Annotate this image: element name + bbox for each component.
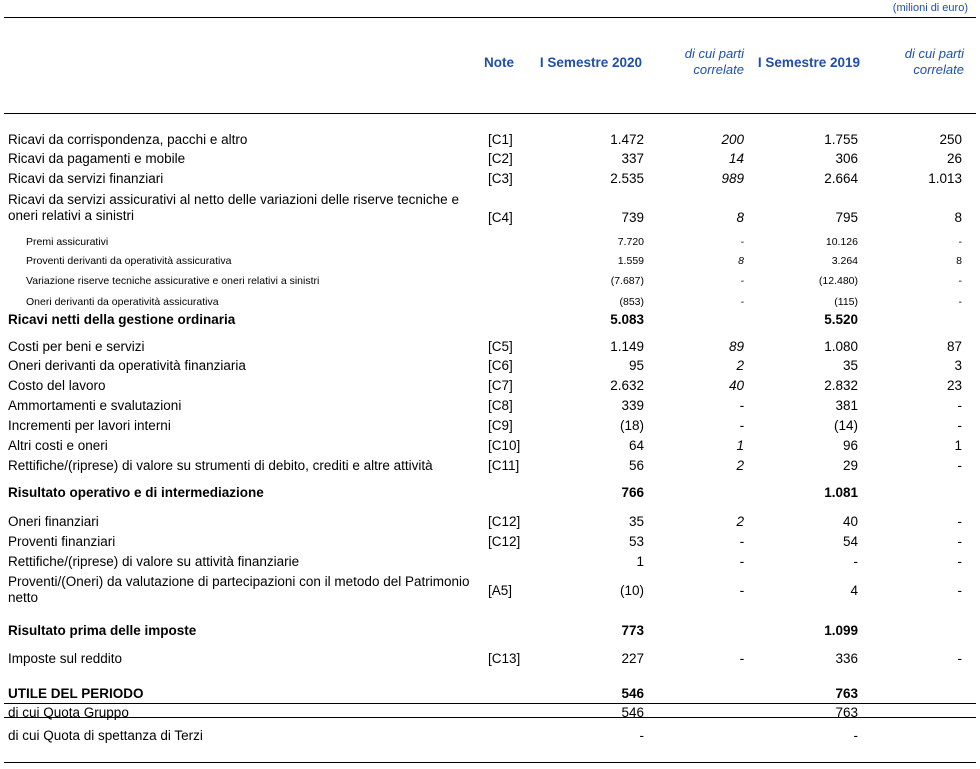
- note-header: Note: [484, 55, 514, 70]
- row-note: [C9]: [488, 418, 513, 433]
- value-2020: 1.149: [610, 339, 644, 354]
- related-2020: 8: [738, 255, 744, 267]
- related-2019: 1.013: [928, 171, 962, 186]
- row-label: Ammortamenti e svalutazioni: [8, 398, 182, 413]
- value-2019: (115): [834, 296, 858, 308]
- related-2019: -: [958, 296, 962, 308]
- value-2019: 54: [842, 534, 858, 549]
- related-2019: 8: [956, 255, 962, 267]
- row-label: Oneri derivanti da operatività assicurativa: [26, 296, 219, 308]
- related-2019: -: [958, 275, 962, 287]
- row-label: Proventi derivanti da operatività assicurativa: [26, 255, 232, 267]
- row-label: Rettifiche/(riprese) di valore su strumenti di debito, crediti e altre attività: [8, 458, 433, 473]
- value-2019: 2.832: [824, 378, 858, 393]
- unit-label: (milioni di euro): [892, 2, 968, 14]
- header-rule: [4, 113, 976, 114]
- value-2020: (18): [619, 418, 644, 433]
- value-2020: 56: [628, 458, 644, 473]
- rel2019-header-line1: di cui parti: [904, 46, 964, 61]
- row-label: di cui Quota Gruppo: [8, 705, 129, 720]
- value-2019: 1.080: [824, 339, 858, 354]
- value-2019: (12.480): [818, 275, 858, 287]
- rel2020-header-line1: di cui parti: [684, 46, 744, 61]
- row-label: Ricavi da servizi assicurativi al netto delle variazioni delle riserve tecniche e oneri relativi a sinistri: [8, 192, 459, 223]
- value-2020: 773: [621, 623, 644, 638]
- sem2019-header: I Semestre 2019: [757, 55, 860, 70]
- value-2020: 339: [621, 398, 644, 413]
- value-2019: 5.520: [824, 312, 858, 327]
- value-2020: 1: [636, 554, 644, 569]
- row-label: Ricavi da servizi finanziari: [8, 171, 164, 186]
- row-label: Risultato operativo e di intermediazione: [8, 485, 264, 500]
- row-note: [C10]: [488, 438, 521, 453]
- value-2019: 795: [835, 210, 858, 225]
- quota-gruppo-rule: [4, 717, 976, 718]
- value-2020: 5.083: [610, 312, 644, 327]
- related-2020: -: [739, 651, 744, 666]
- related-2020: -: [740, 296, 744, 308]
- related-2019: 23: [946, 378, 962, 393]
- related-2020: 2: [736, 358, 744, 373]
- rel2019-header-line2: correlate: [913, 62, 964, 77]
- row-note: [A5]: [488, 583, 513, 598]
- related-2019: 8: [954, 210, 962, 225]
- value-2020: 739: [621, 210, 644, 225]
- related-2020: 89: [728, 339, 744, 354]
- related-2020: -: [739, 418, 744, 433]
- related-2019: 1: [954, 438, 962, 453]
- value-2019: 1.099: [824, 623, 858, 638]
- related-2019: -: [957, 554, 962, 569]
- value-2020: 2.535: [610, 171, 644, 186]
- row-label: Altri costi e oneri: [8, 438, 108, 453]
- row-label: Proventi/(Oneri) da valutazione di partecipazioni con il metodo del Patrimonio netto: [8, 574, 470, 605]
- row-label: Imposte sul reddito: [8, 651, 123, 666]
- value-2020: 546: [621, 686, 644, 701]
- row-label: Proventi finanziari: [8, 534, 116, 549]
- row-note: [C5]: [488, 339, 513, 354]
- row-note: [C1]: [488, 132, 513, 147]
- value-2019: 10.126: [825, 236, 858, 248]
- value-2019: 381: [835, 398, 858, 413]
- row-note: [C3]: [488, 171, 513, 186]
- related-2019: -: [957, 458, 962, 473]
- value-2020: -: [639, 728, 644, 743]
- related-2019: -: [957, 651, 962, 666]
- value-2019: 336: [835, 651, 858, 666]
- related-2020: -: [739, 583, 744, 598]
- value-2020: (7.687): [610, 275, 644, 287]
- value-2019: 3.264: [831, 255, 858, 267]
- value-2019: -: [853, 728, 858, 743]
- row-label: Variazione riserve tecniche assicurative e oneri relativi a sinistri: [26, 275, 320, 287]
- value-2020: 227: [621, 651, 644, 666]
- row-note: [C12]: [488, 514, 521, 529]
- related-2019: -: [957, 534, 962, 549]
- value-2019: 40: [842, 514, 858, 529]
- row-label: UTILE DEL PERIODO: [8, 686, 144, 701]
- value-2020: (10): [619, 583, 644, 598]
- related-2019: 3: [954, 358, 962, 373]
- related-2020: 8: [736, 210, 744, 225]
- row-note: [C11]: [488, 458, 520, 473]
- row-label: Ricavi da corrispondenza, pacchi e altro: [8, 132, 248, 147]
- related-2019: -: [957, 514, 962, 529]
- related-2020: 40: [728, 378, 744, 393]
- related-2020: 2: [736, 458, 744, 473]
- row-label: Premi assicurativi: [26, 236, 109, 248]
- value-2020: 1.472: [610, 132, 644, 147]
- related-2020: -: [739, 398, 744, 413]
- row-note: [C2]: [488, 151, 513, 166]
- related-2019: -: [958, 236, 962, 248]
- value-2020: 7.720: [617, 236, 644, 248]
- value-2019: 306: [835, 151, 858, 166]
- row-label: Oneri finanziari: [8, 514, 99, 529]
- sem2020-header: I Semestre 2020: [539, 55, 642, 70]
- value-2019: 35: [842, 358, 858, 373]
- value-2019: (14): [833, 418, 858, 433]
- row-label: Risultato prima delle imposte: [8, 623, 197, 638]
- value-2020: (853): [619, 296, 644, 308]
- value-2020: 2.632: [610, 378, 644, 393]
- row-note: [C7]: [488, 378, 513, 393]
- row-label: Costo del lavoro: [8, 378, 106, 393]
- row-note: [C4]: [488, 210, 513, 225]
- row-label: Oneri derivanti da operatività finanziaria: [8, 358, 246, 373]
- row-label: Ricavi da pagamenti e mobile: [8, 151, 186, 166]
- row-label: Rettifiche/(riprese) di valore su attività finanziarie: [8, 554, 300, 569]
- related-2019: -: [957, 583, 962, 598]
- value-2020: 95: [628, 358, 644, 373]
- utile-rule: [4, 703, 976, 704]
- value-2019: 763: [835, 686, 858, 701]
- row-note: [C8]: [488, 398, 513, 413]
- value-2019: 1.081: [824, 485, 858, 500]
- value-2020: 546: [621, 705, 644, 720]
- related-2020: 200: [721, 132, 744, 147]
- value-2020: 53: [628, 534, 644, 549]
- row-label: Incrementi per lavori interni: [8, 418, 171, 433]
- row-note: [C13]: [488, 651, 521, 666]
- value-2019: 4: [850, 583, 858, 598]
- related-2019: 26: [946, 151, 962, 166]
- value-2020: 64: [628, 438, 644, 453]
- related-2020: -: [740, 275, 744, 287]
- value-2020: 35: [628, 514, 644, 529]
- value-2020: 766: [621, 485, 644, 500]
- row-label: di cui Quota di spettanza di Terzi: [8, 728, 203, 743]
- value-2019: 1.755: [824, 132, 858, 147]
- value-2020: 337: [621, 151, 644, 166]
- value-2020: 1.559: [617, 255, 644, 267]
- top-rule: [4, 17, 976, 18]
- row-note: [C12]: [488, 534, 521, 549]
- related-2020: -: [740, 236, 744, 248]
- row-label: Ricavi netti della gestione ordinaria: [8, 312, 236, 327]
- related-2020: 1: [736, 438, 744, 453]
- related-2020: -: [739, 534, 744, 549]
- related-2020: 989: [721, 171, 744, 186]
- related-2019: -: [957, 398, 962, 413]
- related-2020: 2: [736, 514, 744, 529]
- value-2019: 2.664: [824, 171, 858, 186]
- value-2019: 29: [842, 458, 858, 473]
- value-2019: 96: [842, 438, 858, 453]
- related-2020: -: [739, 554, 744, 569]
- related-2019: 250: [939, 132, 962, 147]
- value-2019: 763: [835, 705, 858, 720]
- row-note: [C6]: [488, 358, 513, 373]
- row-label: Costi per beni e servizi: [8, 339, 145, 354]
- bottom-rule: [4, 762, 976, 763]
- value-2019: -: [853, 554, 858, 569]
- related-2019: 87: [946, 339, 962, 354]
- related-2020: 14: [728, 151, 744, 166]
- related-2019: -: [957, 418, 962, 433]
- rel2020-header-line2: correlate: [693, 62, 744, 77]
